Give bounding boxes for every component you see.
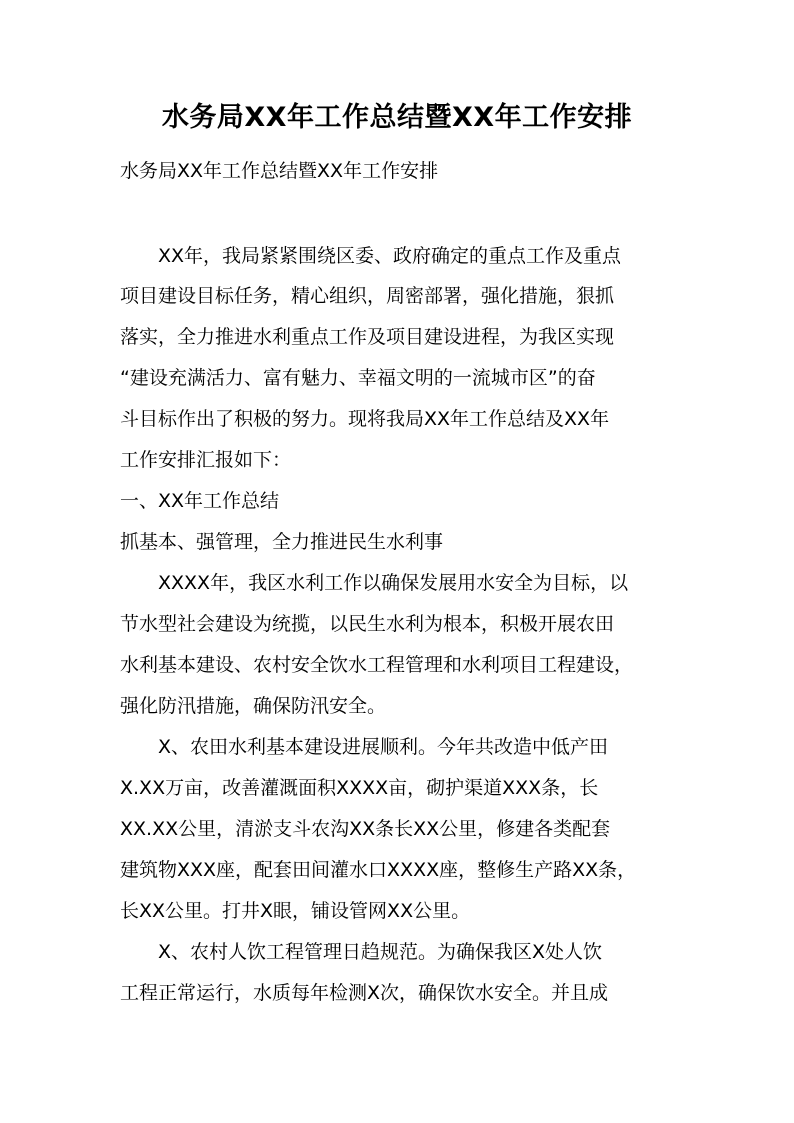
paragraph-line: 工程正常运行，水质每年检测X次，确保饮水安全。并且成 [120,982,609,1004]
paragraph-line: 节水型社会建设为统揽，以民生水利为根本，积极开展农田 [120,613,615,635]
paragraph-line: 工作安排汇报如下： [120,449,292,471]
document-title: 水务局XX年工作总结暨XX年工作安排 [161,102,633,133]
paragraph-line: X、农村人饮工程管理日趋规范。为确保我区X处人饮 [158,941,603,963]
paragraph-line: 建筑物XXX座，配套田间灌水口XXXX座，整修生产路XX条， [120,859,637,881]
paragraph-line: “建设充满活力、富有魅力、幸福文明的一流城市区”的奋 [120,367,596,389]
document-subtitle: 水务局XX年工作总结暨XX年工作安排 [120,160,439,182]
subsection-heading: 抓基本、强管理，全力推进民生水利事 [120,531,444,553]
paragraph-line: 水利基本建设、农村安全饮水工程管理和水利项目工程建设， [120,654,634,676]
paragraph-line: X.XX万亩，改善灌溉面积XXXX亩，砌护渠道XXX条，长 [120,777,599,799]
paragraph-line: X、农田水利基本建设进展顺利。今年共改造中低产田 [158,736,609,758]
paragraph-line: XXXX年，我区水利工作以确保发展用水安全为目标，以 [158,572,629,594]
section-heading: 一、XX年工作总结 [120,490,280,512]
paragraph-line: 落实，全力推进水利重点工作及项目建设进程，为我区实现 [120,326,615,348]
paragraph-line: XX年，我局紧紧围绕区委、政府确定的重点工作及重点 [158,245,622,267]
paragraph-line: 强化防汛措施，确保防汛安全。 [120,695,387,717]
paragraph-line: 项目建设目标任务，精心组织，周密部署，强化措施，狠抓 [120,285,615,307]
paragraph-line: 长XX公里。打井X眼，铺设管网XX公里。 [120,900,471,922]
paragraph-line: 斗目标作出了积极的努力。现将我局XX年工作总结及XX年 [120,408,610,430]
paragraph-line: XX.XX公里，清淤支斗农沟XX条长XX公里，修建各类配套 [120,818,611,840]
